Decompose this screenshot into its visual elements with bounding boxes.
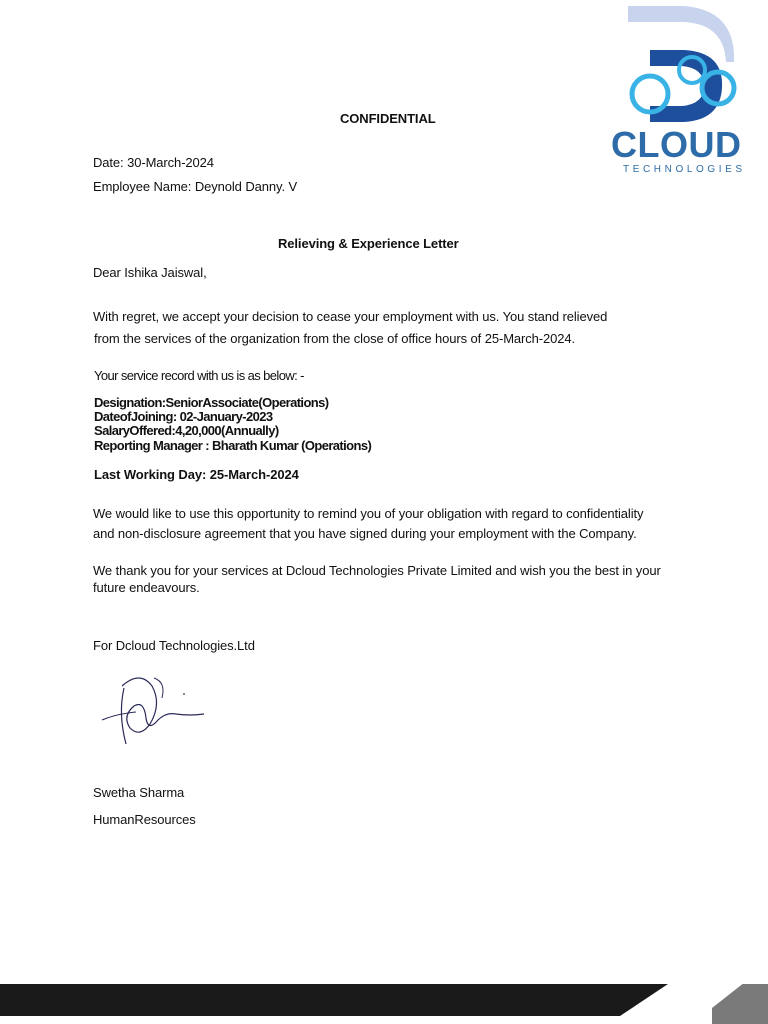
footer-corner-shape [712, 984, 768, 1024]
last-working-day: Last Working Day: 25-March-2024 [94, 467, 299, 482]
designation: Designation:SeniorAssociate(Operations) [94, 395, 329, 410]
paragraph-1-line-1: With regret, we accept your decision to cease your employment with us. You stand relieved [93, 309, 608, 324]
confidential-heading: CONFIDENTIAL [340, 111, 436, 126]
company-signoff: For Dcloud Technologies.Ltd [93, 638, 255, 653]
logo-wordmark: CLOUD [611, 124, 742, 165]
service-record-intro: Your service record with us is as below: - [94, 368, 304, 383]
signature-image [96, 668, 210, 752]
footer-dark-bar [0, 984, 668, 1016]
signer-name: Swetha Sharma [93, 785, 185, 800]
signer-department: HumanResources [93, 812, 196, 827]
letter-date: Date: 30-March-2024 [93, 155, 214, 170]
date-of-joining: DateofJoining: 02-January-2023 [94, 409, 273, 424]
paragraph-2-line-2: and non-disclosure agreement that you have signed during your employment with the Company. [93, 526, 637, 541]
letter-title: Relieving & Experience Letter [278, 236, 459, 251]
paragraph-3-line-1: We thank you for your services at Dcloud Technologies Private Limited and wish you the best in your [93, 563, 661, 578]
reporting-manager: Reporting Manager : Bharath Kumar (Operations) [94, 438, 372, 453]
salutation: Dear Ishika Jaiswal, [93, 265, 207, 280]
employee-name: Employee Name: Deynold Danny. V [93, 179, 298, 194]
paragraph-3-line-2: future endeavours. [93, 580, 200, 595]
salary-offered: SalaryOffered:4,20,000(Annually) [94, 423, 279, 438]
logo-tagline: TECHNOLOGIES [623, 164, 746, 175]
paragraph-1-line-2: from the services of the organization from the close of office hours of 25-March-2024. [94, 331, 576, 346]
footer-decoration [0, 984, 768, 1024]
paragraph-2-line-1: We would like to use this opportunity to remind you of your obligation with regard to confidentiality [93, 506, 644, 521]
